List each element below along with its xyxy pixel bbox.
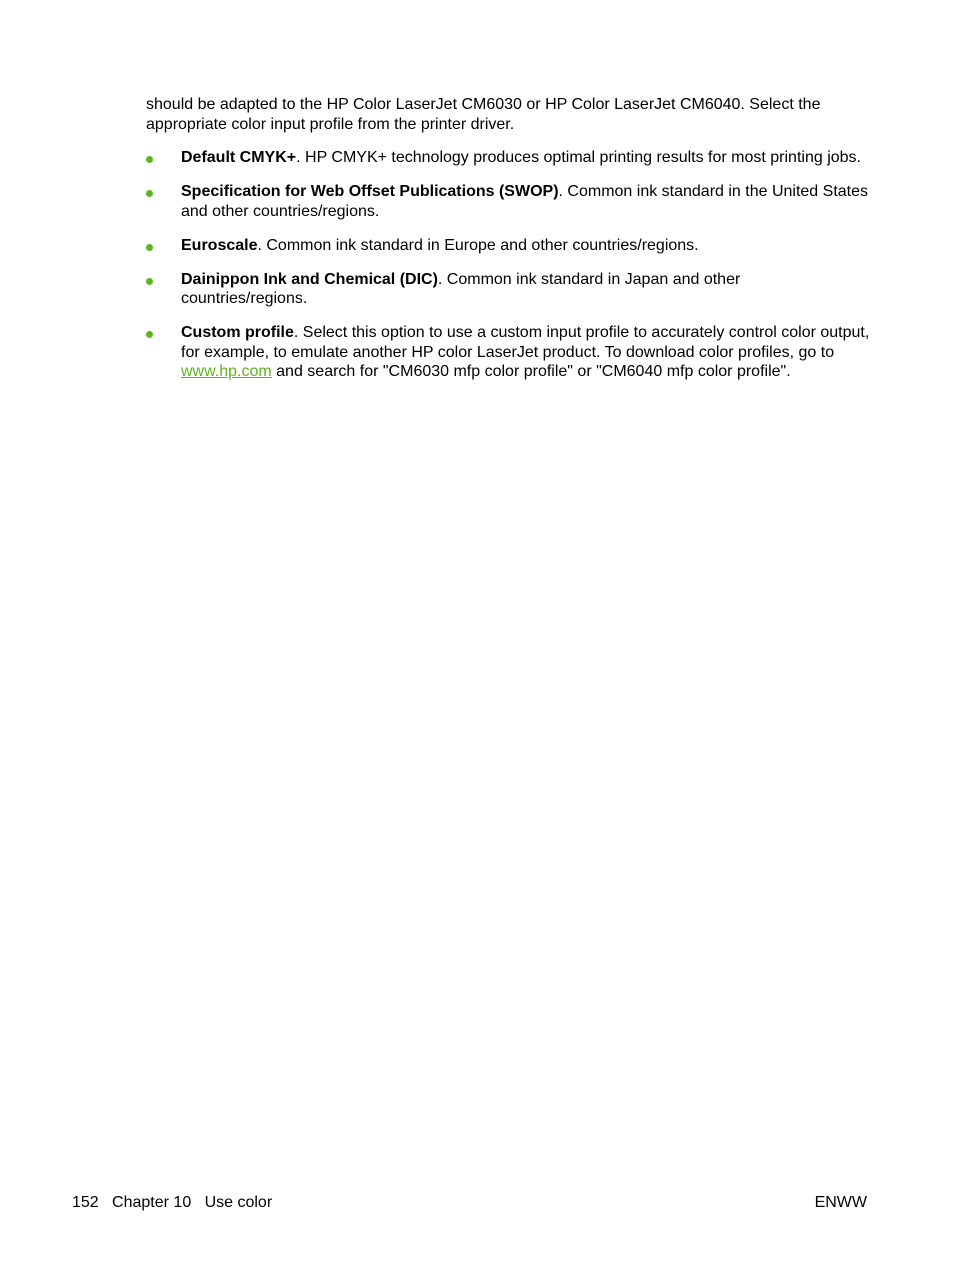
chapter-label: Chapter 10 — [112, 1194, 192, 1211]
bullet-text-after: and search for "CM6030 mfp color profile" or "CM6040 mfp color profile". — [271, 363, 791, 380]
page-footer-left — [72, 1193, 272, 1212]
bullet-icon — [146, 244, 153, 251]
list-item-euroscale — [146, 236, 871, 256]
bullet-icon — [146, 190, 153, 197]
bullet-term: Dainippon Ink and Chemical (DIC) — [181, 270, 438, 288]
list-item-default-cmyk — [146, 148, 871, 168]
bullet-term: Specification for Web Offset Publications (SWOP) — [181, 183, 559, 200]
bullet-term: Euroscale — [181, 236, 258, 254]
bullet-text: . Common ink standard in the United States and other countries/regions. — [181, 183, 869, 220]
bullet-term: Custom profile — [181, 324, 294, 341]
list-item-swop — [146, 182, 871, 221]
page-footer-right: ENWW — [814, 1194, 867, 1211]
bullet-text: . Common ink standard in Europe and other countries/regions. — [257, 236, 699, 254]
chapter-title: Use color — [204, 1194, 273, 1211]
bullet-term: Default CMYK+ — [181, 149, 297, 166]
bullet-text: . Common ink standard in Japan and other countries/regions. — [181, 270, 741, 307]
bullet-icon — [146, 156, 153, 163]
page-number: 152 — [72, 1194, 99, 1211]
bullet-icon — [146, 331, 153, 338]
bullet-text: . Select this option to use a custom input profile to accurately control color output, for example, to emulate another HP color LaserJet product. To download color profiles, go to — [181, 324, 870, 361]
bullet-text: . HP CMYK+ technology produces optimal printing results for most printing jobs. — [296, 149, 861, 166]
color-profile-list — [146, 148, 871, 396]
intro-paragraph: should be adapted to the HP Color LaserJet CM6030 or HP Color LaserJet CM6040. Select the appropriate color input profile from the printer driver. — [146, 96, 821, 133]
hp-website-link[interactable]: www.hp.com — [181, 363, 272, 380]
list-item-custom-profile — [146, 323, 871, 382]
bullet-icon — [146, 278, 153, 285]
list-item-dic — [146, 270, 871, 309]
